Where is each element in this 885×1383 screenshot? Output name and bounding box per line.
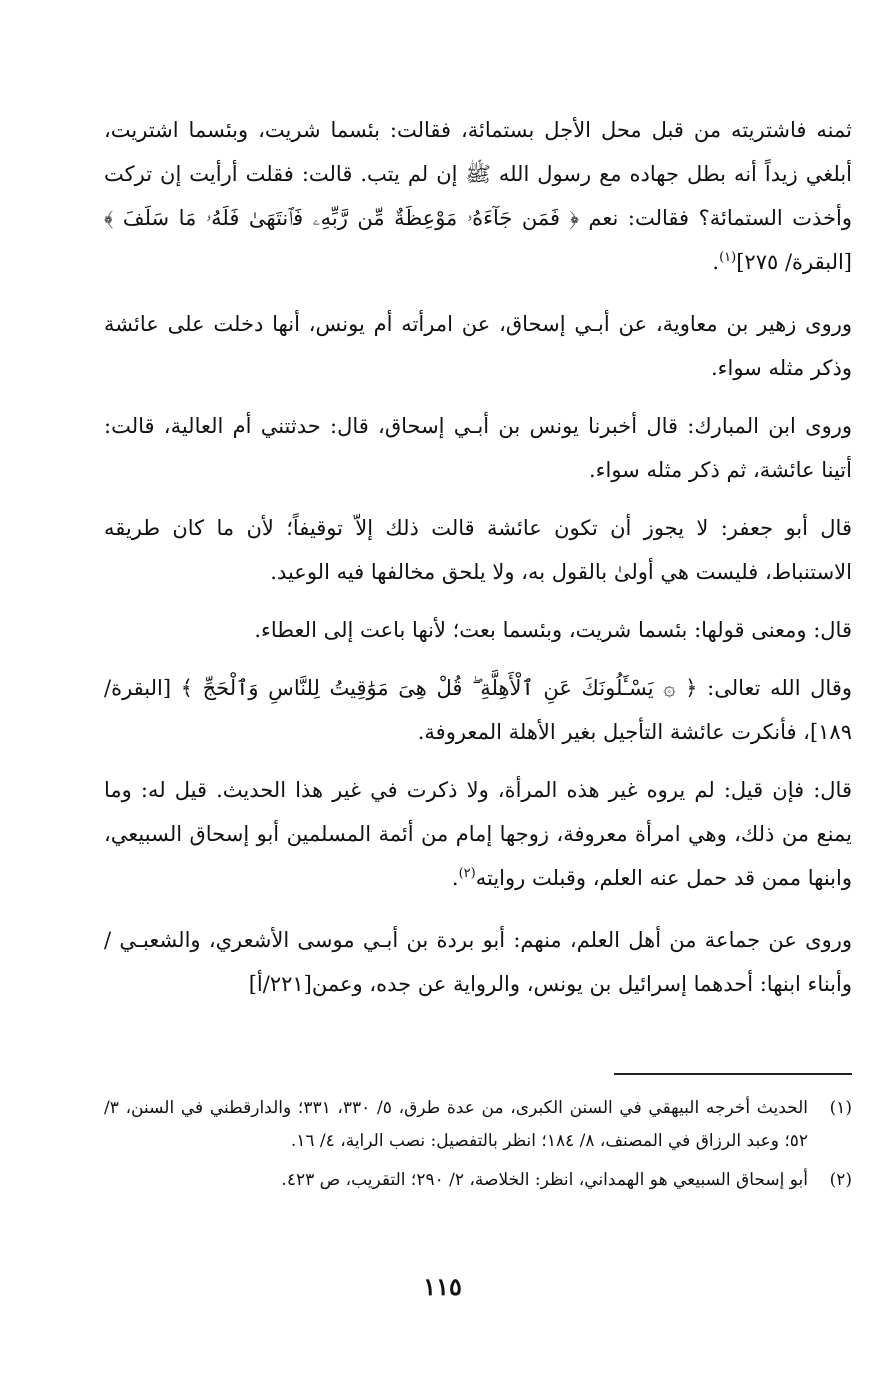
footnote-divider bbox=[614, 1073, 852, 1075]
paragraph-8: وروى عن جماعة من أهل العلم، منهم: أبو بردة بن أبـي موسى الأشعري، والشعبـي / وأبناء ابنها: أحدهما إسرائيل بن يونس، والرواية عن جده، وعمن[٢٢١/أ] bbox=[104, 928, 852, 996]
footnote-text: الحديث أخرجه البيهقي في السنن الكبرى، من عدة طرق، ٥/ ٣٣٠، ٣٣١؛ والدارقطني في السنن، ٣/ ٥٢؛ وعبد الرزاق في المصنف، ٨/ ١٨٤؛ انظر بالتفصيل: نصب الراية، ٤/ ١٦. bbox=[104, 1098, 809, 1151]
paragraph-6: وقال الله تعالى: ﴿ ۞ يَسْـَٔلُونَكَ عَنِ ٱلْأَهِلَّةِ ۖ قُلْ هِىَ مَوَٰقِيتُ لِلنَّاسِ وَٱلْحَجِّ ﴾ [البقرة/ ١٨٩]، فأنكرت عائشة التأجيل بغير الأهلة المعروفة. bbox=[104, 676, 852, 744]
paragraph-7-tail: . bbox=[451, 866, 459, 890]
footnote-2 bbox=[104, 1164, 852, 1197]
footnote-number: (١) bbox=[829, 1098, 852, 1118]
page-number: ١١٥ bbox=[423, 1272, 462, 1301]
paragraph-5: قال: ومعنى قولها: بئسما شريت، وبئسما بعت؛ لأنها باعت إلى العطاء. bbox=[254, 618, 852, 642]
footnote-ref-2: (٢) bbox=[458, 866, 476, 881]
footnote-text: أبو إسحاق السبيعي هو الهمداني، انظر: الخلاصة، ٢/ ٢٩٠؛ التقريب، ص ٤٢٣. bbox=[281, 1170, 808, 1190]
paragraph-2: وروى زهير بن معاوية، عن أبـي إسحاق، عن امرأته أم يونس، أنها دخلت على عائشة وذكر مثله سواء. bbox=[104, 312, 852, 380]
paragraph-4: قال أبو جعفر: لا يجوز أن تكون عائشة قالت ذلك إلاّ توقيفاً؛ لأن ما كان طريقه الاستنباط، فليست هي أولىٰ بالقول به، ولا يلحق مخالفها فيه الوعيد. bbox=[104, 516, 852, 584]
paragraph-1 bbox=[104, 108, 852, 284]
paragraph-7-text: قال: فإن قيل: لم يروه غير هذه المرأة، ولا ذكرت في غير هذا الحديث. قيل له: وما يمنع من ذلك، وهي امرأة معروفة، زوجها إمام من أئمة المسلمين أبو إسحاق السبيعي، وابنها ممن قد حمل عنه العلم، وقبلت روايته bbox=[104, 778, 852, 890]
paragraph-1-tail: . bbox=[712, 250, 720, 274]
paragraph-1-text: ثمنه فاشتريته من قبل محل الأجل بستمائة، فقالت: بئسما شريت، وبئسما اشتريت، أبلغي زيداً أنه بطل جهاده مع رسول الله ﷺ إن لم يتب. قالت: فقلت أرأيت إن تركت وأخذت الستمائة؟ فقالت: نعم ﴿ فَمَن جَآءَهُۥ مَوْعِظَةٌ مِّن رَّبِّهِۦ فَٱنتَهَىٰ فَلَهُۥ مَا سَلَفَ ﴾ [البقرة/ ٢٧٥] bbox=[104, 118, 852, 274]
paragraph-7 bbox=[104, 768, 852, 900]
footnote-ref-1: (١) bbox=[719, 250, 737, 265]
footnote-number: (٢) bbox=[829, 1170, 852, 1190]
footnotes bbox=[104, 1092, 852, 1203]
main-text bbox=[104, 108, 852, 1020]
paragraph-3: وروى ابن المبارك: قال أخبرنا يونس بن أبـي إسحاق، قال: حدثتني أم العالية، قالت: أتينا عائشة، ثم ذكر مثله سواء. bbox=[104, 414, 852, 482]
footnote-1 bbox=[104, 1092, 852, 1158]
